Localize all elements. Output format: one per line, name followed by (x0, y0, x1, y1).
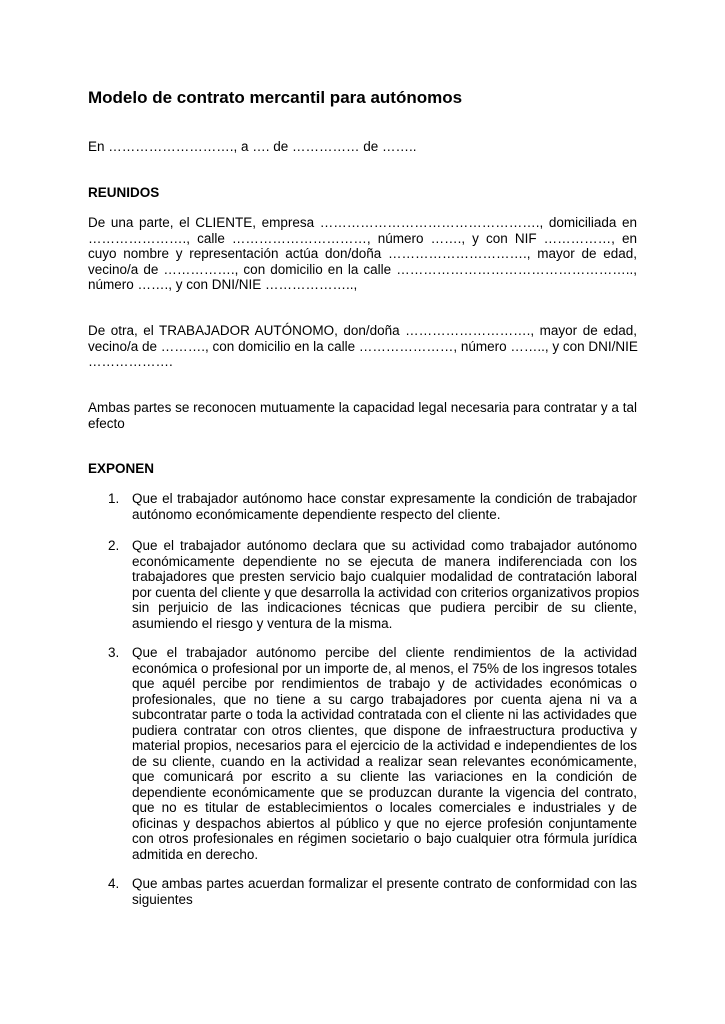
document-title: Modelo de contrato mercantil para autónomos (88, 88, 463, 107)
item-line: profesionales, que no tiene a su cargo trabajadores por cuenta ajena ni va a (132, 691, 637, 707)
item-text (132, 645, 637, 862)
item-line: oficinas y despachos abiertos al público y que no ejerce profesión conjuntamente (132, 815, 637, 831)
item-text (132, 491, 637, 522)
item-line: Que el trabajador autónomo hace constar expresamente la condición de trabajador (132, 491, 637, 506)
item-line: Que el trabajador autónomo percibe del cliente rendimientos de la actividad (132, 645, 637, 660)
paragraph-line: De otra, el TRABAJADOR AUTÓNOMO, don/doña ………………………., mayor de edad, (88, 323, 637, 338)
item-line: asumiendo el riesgo y ventura de la misma. (132, 615, 393, 631)
parte-trabajador-paragraph (88, 323, 637, 370)
item-number: 3. (108, 645, 120, 660)
item-line: económicamente dependiente no se ejecuta de manera indiferenciada con los (132, 553, 637, 569)
item-line: admitida en derecho. (132, 846, 259, 862)
item-number: 2. (108, 538, 120, 553)
item-line: siguientes (132, 891, 193, 907)
paragraph-line: número ……., y con DNI/NIE ……………….., (88, 277, 358, 293)
item-line: que aquél percibe por rendimientos de trabajo y de actividades económicas o (132, 676, 637, 691)
paragraph-line: De una parte, el CLIENTE, empresa …………………………………………., domiciliada en (88, 215, 637, 230)
paragraph-line: vecino/a de ……………., con domicilio en la calle …………………………………………….., (88, 261, 637, 277)
item-line: material propios, necesarios para el ejercicio de la actividad e independientes de los (132, 738, 637, 753)
paragraph-line: Ambas partes se reconocen mutuamente la capacidad legal necesaria para contratar y a tal (88, 400, 637, 415)
paragraph-line: cuyo nombre y representación actúa don/doña …………………………., mayor de edad, (88, 246, 637, 262)
item-line: de su cliente, cuando en la actividad a realizar sean relevantes económicamente, (132, 753, 637, 769)
paragraph-line: vecino/a de ………., con domicilio en la calle …………………, número …….., y con DNI/NIE (88, 338, 638, 354)
item-text (132, 538, 640, 631)
place-date-line: En ………………………., a …. de …………… de …….. (88, 139, 417, 154)
parte-cliente-paragraph (88, 215, 637, 293)
exponen-heading: EXPONEN (88, 461, 155, 476)
item-line: Que ambas partes acuerdan formalizar el presente contrato de conformidad con las (132, 876, 637, 891)
item-line: sin perjuicio de las indicaciones técnicas que pudiera percibir de su cliente, (132, 600, 637, 615)
item-line: por cuenta del cliente y que desarrolla la actividad con criterios organizativos propios (132, 584, 640, 600)
item-line: pudiera contratar con otros clientes, que dispone de infraestructura productiva y (132, 722, 637, 738)
item-line: Que el trabajador autónomo declara que su actividad como trabajador autónomo (132, 538, 637, 553)
item-line: dependiente económicamente que se produzcan durante la vigencia del contrato, (132, 784, 637, 800)
item-number: 4. (108, 876, 120, 891)
paragraph-line: …………………., calle …………………………, número ……., y con NIF ……………, en (88, 230, 637, 246)
paragraph-line: ………………. (88, 354, 173, 370)
item-line: subcontratar parte o toda la actividad contratada con el cliente ni las actividades que (132, 707, 638, 722)
item-line: que no es titular de establecimientos o locales comerciales e industriales y de (132, 800, 637, 815)
ambas-partes-paragraph (88, 400, 637, 431)
item-line: que comunicará por escrito a su cliente las variaciones en la condición de (132, 769, 637, 784)
paragraph-line: efecto (88, 415, 125, 431)
item-line: con otros profesionales en régimen societario o bajo cualquier otra fórmula jurídica (132, 831, 637, 846)
item-line: trabajadores que presten servicio bajo cualquier modalidad de contratación laboral (132, 569, 637, 584)
reunidos-heading: REUNIDOS (88, 185, 160, 200)
item-line: económica o profesional por un importe de, al menos, el 75% de los ingresos totales (132, 660, 638, 676)
item-text (132, 876, 637, 907)
item-line: autónomo económicamente dependiente respecto del cliente. (132, 506, 501, 522)
item-number: 1. (108, 491, 120, 506)
